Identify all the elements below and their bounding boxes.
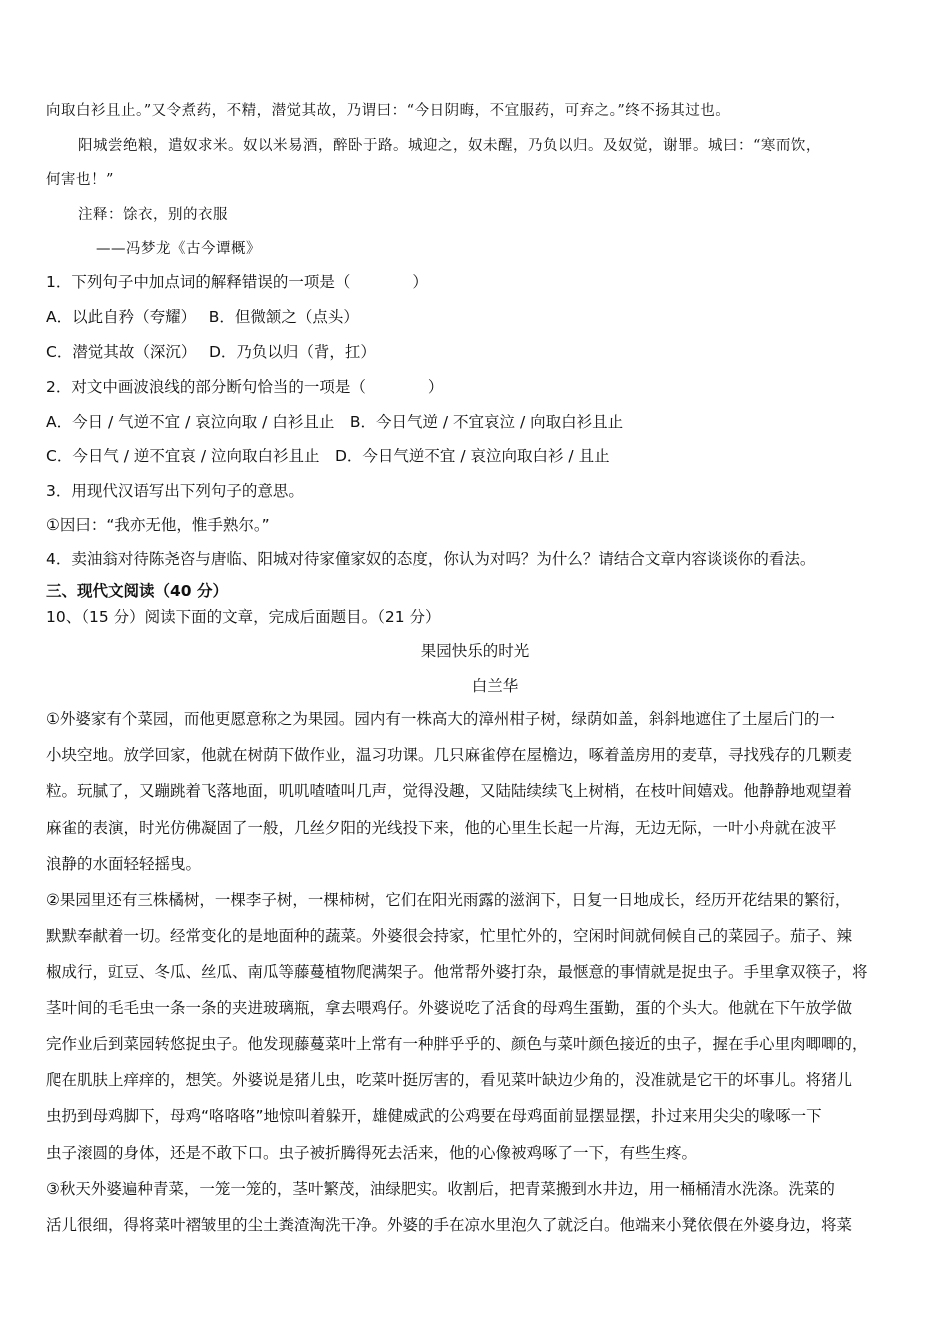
article-title: 果园快乐的时光 <box>420 642 530 660</box>
article-line: 粒。玩腻了，又蹦跳着飞落地面，叽叽喳喳叫几声，觉得没趣，又陆陆续续飞上树梢，在枝叶间嬉戏。他静静地观望着 <box>46 782 853 800</box>
section-item-10: 10、（15 分）阅读下面的文章，完成后面题目。（21 分） <box>46 608 441 626</box>
question-3: 3．用现代汉语写出下列句子的意思。 <box>46 482 304 500</box>
question-3-item-1: ①因曰：“我亦无他，惟手熟尔。” <box>46 516 270 534</box>
classical-text-line-2: 阳城尝绝粮，遣奴求米。奴以米易酒，醉卧于路。城迎之，奴未醒，乃负以归。及奴觉，谢罪。城曰：“寒而饮， <box>78 138 821 154</box>
article-line: 默默奉献着一切。经常变化的是地面种的蔬菜。外婆很会持家，忙里忙外的，空闲时间就伺候自己的菜园子。茄子、辣 <box>46 927 853 945</box>
article-line: 小块空地。放学回家，他就在树荫下做作业，温习功课。几只麻雀停在屋檐边，啄着盖房用的麦草，寻找残存的几颗麦 <box>46 746 853 764</box>
section-heading: 三、现代文阅读（40 分） <box>46 582 228 600</box>
article-line: ③秋天外婆遍种青菜，一笼一笼的，茎叶繁茂，油绿肥实。收割后，把青菜搬到水井边，用一桶桶清水洗涤。洗菜的 <box>46 1180 835 1198</box>
source-citation: ——冯梦龙《古今谭概》 <box>96 241 261 257</box>
article-line: 虫扔到母鸡脚下，母鸡“咯咯咯”地惊叫着躲开，雄健威武的公鸡要在母鸡面前显摆显摆，扑过来用尖尖的喙啄一下 <box>46 1107 822 1125</box>
article-line: 活儿很细，得将菜叶褶皱里的尘土粪渣淘洗干净。外婆的手在凉水里泡久了就泛白。他端来小凳依偎在外婆身边，将菜 <box>46 1216 853 1234</box>
article-author: 白兰华 <box>471 677 519 695</box>
question-2: 2．对文中画波浪线的部分断句恰当的一项是（ ） <box>46 378 444 396</box>
article-line: ②果园里还有三株橘树，一棵李子树，一棵柿树，它们在阳光雨露的滋润下，日复一日地成长，经历开花结果的繁衍， <box>46 891 851 909</box>
question-2-options-cd: C．今日气 / 逆不宜哀 / 泣向取白衫且止 D．今日气逆不宜 / 哀泣向取白衫 / 且止 <box>46 447 610 465</box>
classical-text-line-1: 向取白衫且止。”又令煮药，不精，潜觉其故，乃谓曰：“今日阴晦，不宜服药，可弃之。”终不扬其过也。 <box>46 103 731 119</box>
article-line: 虫子滚圆的身体，还是不敢下口。虫子被折腾得死去活来，他的心像被鸡啄了一下，有些生疼。 <box>46 1144 698 1162</box>
article-line: 浪静的水面轻轻摇曳。 <box>46 855 202 873</box>
classical-text-line-3: 何害也！” <box>46 172 114 188</box>
article-line: 麻雀的表演，时光仿佛凝固了一般，几丝夕阳的光线投下来，他的心里生长起一片海，无边无际，一叶小舟就在波平 <box>46 819 837 837</box>
question-1-options-cd: C．潜觉其故（深沉） D．乃负以归（背，扛） <box>46 343 376 361</box>
annotation-note: 注释：馀衣，别的衣服 <box>78 207 228 223</box>
question-4: 4．卖油翁对待陈尧咨与唐临、阳城对待家僮家奴的态度，你认为对吗？为什么？请结合文章内容谈谈你的看法。 <box>46 550 816 568</box>
article-line: 完作业后到菜园转悠捉虫子。他发现藤蔓菜叶上常有一种胖乎乎的、颜色与菜叶颜色接近的虫子，握在手心里肉唧唧的， <box>46 1035 868 1053</box>
question-1: 1．下列句子中加点词的解释错误的一项是（ ） <box>46 273 428 291</box>
question-2-options-ab: A．今日 / 气逆不宜 / 哀泣向取 / 白衫且止 B．今日气逆 / 不宜哀泣 / 向取白衫且止 <box>46 413 624 431</box>
article-line: ①外婆家有个菜园，而他更愿意称之为果园。园内有一株高大的漳州柑子树，绿荫如盖，斜斜地遮住了土屋后门的一 <box>46 710 835 728</box>
article-line: 爬在肌肤上痒痒的，想笑。外婆说是猪儿虫，吃菜叶挺厉害的，看见菜叶缺边少角的，没准就是它干的坏事儿。将猪儿 <box>46 1071 853 1089</box>
question-1-options-ab: A．以此自矜（夸耀） B．但微颔之（点头） <box>46 308 359 326</box>
article-line: 茎叶间的毛毛虫一条一条的夹进玻璃瓶，拿去喂鸡仔。外婆说吃了活食的母鸡生蛋勤，蛋的个头大。他就在下午放学做 <box>46 999 853 1017</box>
article-line: 椒成行，豇豆、冬瓜、丝瓜、南瓜等藤蔓植物爬满架子。他常帮外婆打杂，最惬意的事情就是捉虫子。手里拿双筷子，将 <box>46 963 868 981</box>
